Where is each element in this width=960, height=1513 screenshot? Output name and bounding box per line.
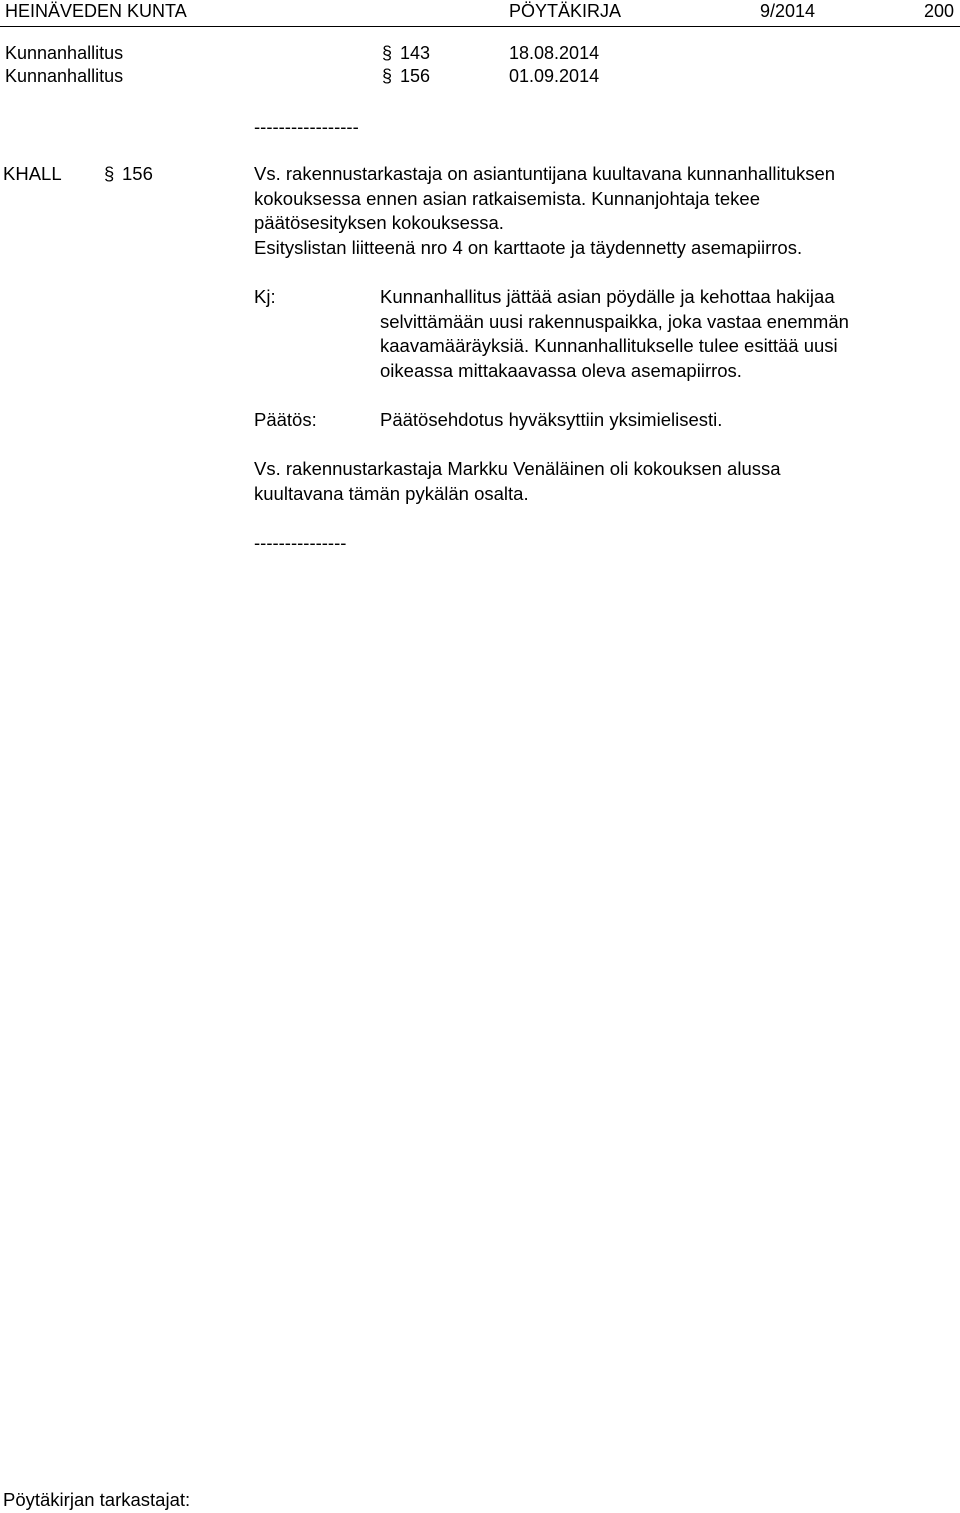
item-code: KHALL <box>3 163 62 184</box>
section-sign: § <box>382 66 393 86</box>
reviewers-label: Pöytäkirjan tarkastajat: <box>3 1489 191 1510</box>
proposal-line: Kunnanhallitus jättää asian pöydälle ja kehottaa hakijaa <box>380 286 835 307</box>
proposal-paragraph <box>380 285 849 383</box>
decision-label: Päätös: <box>254 409 317 430</box>
reference-number: 143 <box>400 43 431 63</box>
separator-top: ----------------- <box>254 116 359 137</box>
header-rule <box>0 26 960 27</box>
proposal-label: Kj: <box>254 286 276 307</box>
intro-line: päätösesityksen kokouksessa. <box>254 212 504 234</box>
intro-line: Vs. rakennustarkastaja on asiantuntijana kuultavana kunnanhallituksen <box>254 163 836 184</box>
reference-date: 01.09.2014 <box>509 66 600 86</box>
intro-line: kokouksessa ennen asian ratkaisemista. Kunnanjohtaja tekee <box>254 187 760 209</box>
item-number: 156 <box>122 163 153 184</box>
document-type: PÖYTÄKIRJA <box>509 1 622 21</box>
reference-number: 156 <box>400 66 431 86</box>
section-sign: § <box>104 163 115 184</box>
proposal-line: oikeassa mittakaavassa oleva asemapiirros. <box>380 359 742 381</box>
proposal-line: kaavamääräyksiä. Kunnanhallitukselle tulee esittää uusi <box>380 335 838 357</box>
note-line: Vs. rakennustarkastaja Markku Venäläinen oli kokouksen alussa <box>254 458 781 479</box>
page-number: 200 <box>924 1 955 21</box>
section-sign: § <box>382 43 393 63</box>
reference-body: Kunnanhallitus <box>5 66 124 86</box>
intro-paragraph <box>254 162 835 260</box>
reference-date: 18.08.2014 <box>509 43 600 63</box>
municipality-name: HEINÄVEDEN KUNTA <box>5 1 187 21</box>
separator-bottom: --------------- <box>254 532 347 553</box>
note-paragraph <box>254 457 781 506</box>
reference-body: Kunnanhallitus <box>5 43 124 63</box>
decision-text: Päätösehdotus hyväksyttiin yksimielisesti. <box>380 409 723 430</box>
note-line: kuultavana tämän pykälän osalta. <box>254 482 529 504</box>
intro-line: Esityslistan liitteenä nro 4 on karttaote ja täydennetty asemapiirros. <box>254 236 803 258</box>
document-number: 9/2014 <box>760 1 816 21</box>
proposal-line: selvittämään uusi rakennuspaikka, joka vastaa enemmän <box>380 310 849 332</box>
